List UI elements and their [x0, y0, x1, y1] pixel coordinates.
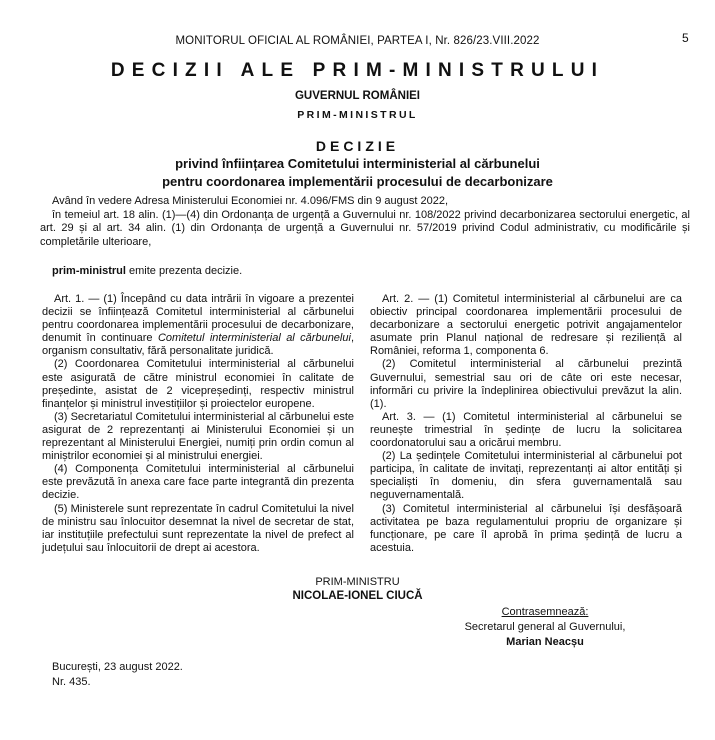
article-paragraph: Art. 3. — (1) Comitetul interministerial al cărbunelui se reunește trimestrial în ședințe de lucru la solicitarea coordonatorului sau a oricărui membru. — [370, 410, 682, 450]
emit-subject: prim-ministrul — [52, 265, 126, 277]
preamble — [40, 195, 690, 249]
section-title: DECIZII ALE PRIM-MINISTRULUI — [110, 60, 605, 81]
page-number: 5 — [682, 31, 689, 45]
decision-subtitle — [0, 155, 715, 191]
article-paragraph: (3) Secretariatul Comitetului interministerial al cărbunelui este asigurat de 2 reprezentanți ai Ministerului Economiei și un reprezentant al Ministerului Energiei, numiți prin ordin comun al miniștrilor economiei și al ministrului energiei. — [42, 410, 354, 463]
left-column — [42, 293, 354, 555]
article-paragraph: (3) Comitetul interministerial al cărbunelui își desfășoară activitatea pe baza regulamentului propriu de organizare și funcționare, pe care îl aprobă în prima ședință de lucru a acestuia. — [370, 502, 682, 554]
article-paragraph: Art. 2. — (1) Comitetul interministerial al cărbunelui are ca obiectiv principal coordonarea implementării procesului de decarbonizare a sectorului energetic potrivit angajamentelor asumate prin Planul național de redresare și reziliență al României, reforma 1, componenta 6. — [370, 293, 682, 358]
place-date: București, 23 august 2022. — [52, 661, 183, 673]
signature-role: PRIM-MINISTRU — [315, 576, 400, 588]
emit-text: emite prezenta decizie. — [125, 265, 243, 277]
article-paragraph: (4) Componența Comitetului interministerial al cărbunelui este prevăzută în anexa care face parte integrantă din prezenta decizie. — [42, 463, 354, 502]
article-text: Art. 1. — (1) Începând cu data intrării în vigoare a prezentei decizii se înființează Comitetul interministerial al cărbunelui pentru coordonarea implementării procesului de decarbonizare, denumit în continuare — [42, 293, 354, 345]
preamble-paragraph: în temeiul art. 18 alin. (1)—(4) din Ordonanța de urgență a Guvernului nr. 108/2022 privind decarbonizarea sectorului energetic, al art. 29 și al art. 34 alin. (1) din Ordonanța de urgență a Guvernului nr. 57/2019 privind Codul administrativ, cu modificările și completările ulterioare, — [40, 208, 690, 248]
decision-subtitle-line1: privind înființarea Comitetului interministerial al cărbunelui — [175, 156, 540, 171]
article-paragraph: (5) Ministerele sunt reprezentate în cadrul Comitetului la nivel de ministru sau înlocuitor desemnat la nivel de secretar de stat, iar instituțiile prefectului sunt reprezentate la nivel de prefect al județului sau înlocuitorii de drept ai acestora. — [42, 502, 354, 554]
emit-clause — [52, 265, 242, 277]
decision-number: Nr. 435. — [52, 676, 91, 688]
article-paragraph: (2) Comitetul interministerial al cărbunelui prezintă Guvernului, semestrial sau ori de câte ori este necesar, informări cu privire la îndeplinirea obiectivului prevăzut la alin. (1). — [370, 358, 682, 410]
countersign-role: Secretarul general al Guvernului, — [464, 621, 626, 633]
issuer-office: PRIM-MINISTRUL — [297, 109, 418, 121]
issue-place-date — [52, 660, 183, 690]
right-column — [370, 293, 682, 555]
preamble-paragraph: Având în vedere Adresa Ministerului Economiei nr. 4.096/FMS din 9 august 2022, — [52, 195, 449, 207]
article-paragraph — [42, 293, 354, 358]
countersignature — [430, 605, 660, 650]
countersign-label: Contrasemnează: — [501, 606, 589, 618]
running-header: MONITORUL OFICIAL AL ROMÂNIEI, PARTEA I, Nr. 826/23.VIII.2022 — [175, 35, 540, 47]
decision-title: DECIZIE — [315, 138, 400, 154]
article-text: , organism consultativ, fără personalitate juridică. — [42, 332, 354, 358]
countersign-name: Marian Neacșu — [506, 636, 584, 648]
issuer-government: GUVERNUL ROMÂNIEI — [294, 90, 421, 102]
signature-name: NICOLAE-IONEL CIUCĂ — [292, 590, 423, 602]
article-paragraph: (2) Coordonarea Comitetului interministerial al cărbunelui este asigurată de către ministrul economiei în calitate de președinte, asistat de 2 vicepreședinți, respectiv ministrul finanțelor și ministrul investițiilor și proiectelor europene. — [42, 358, 354, 410]
article-paragraph: (2) La ședințele Comitetului interministerial al cărbunelui pot participa, în calitate de invitați, reprezentanți ai altor entități și specialiști în domeniu, din sfera guvernamentală sau neguvernamentală. — [370, 450, 682, 502]
decision-subtitle-line2: pentru coordonarea implementării procesului de decarbonizare — [162, 174, 553, 189]
article-italic-text: Comitetul interministerial al cărbunelui — [157, 332, 351, 345]
